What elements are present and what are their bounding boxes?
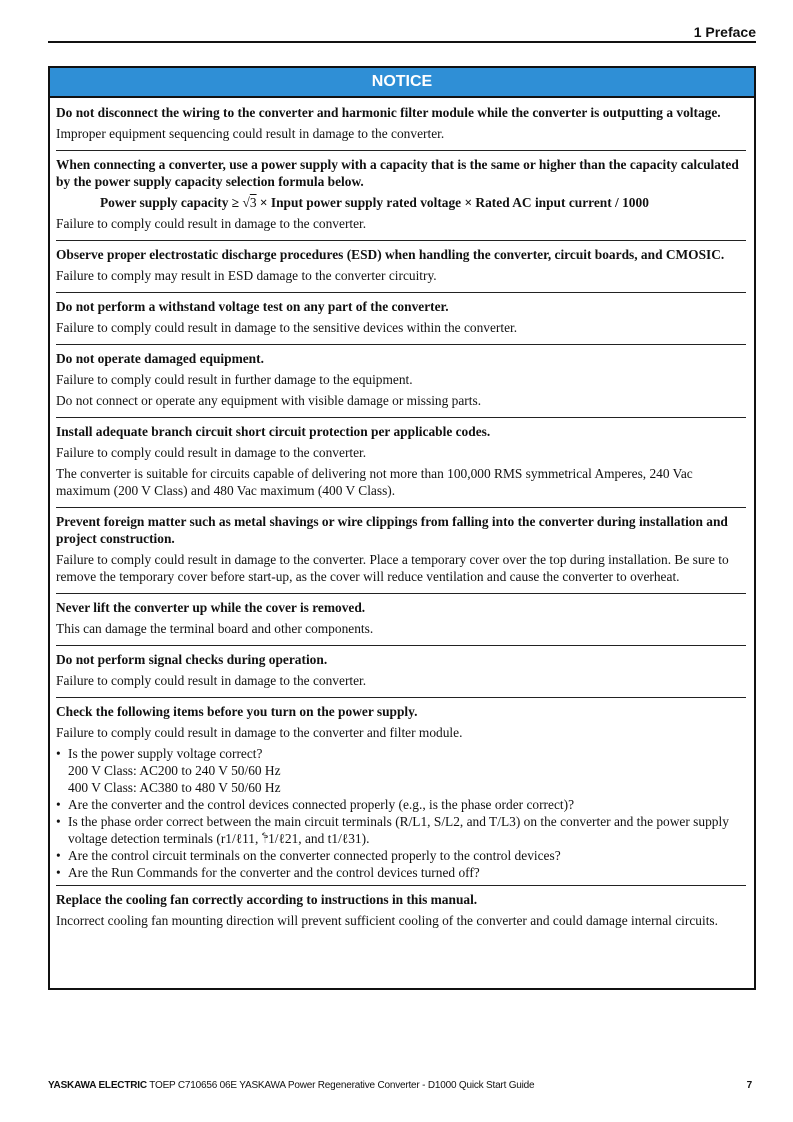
notice-item-title: Install adequate branch circuit short circuit protection per applicable codes.: [56, 424, 491, 439]
formula-root: 3: [249, 195, 257, 210]
checklist-bullet: • Is the power supply voltage correct?: [56, 745, 746, 762]
notice-item-text: Failure to comply could result in damage to the converter.: [56, 216, 367, 231]
notice-item: [56, 104, 746, 151]
page-header: [48, 24, 756, 43]
notice-item-text: Failure to comply could result in damage to the converter.: [56, 673, 367, 688]
formula-left: Power supply capacity ≥ √: [100, 195, 250, 210]
notice-item-text: Do not connect or operate any equipment with visible damage or missing parts.: [56, 393, 482, 408]
notice-item-title: Prevent foreign matter such as metal shavings or wire clippings from falling into the converter during installation and project construction.: [56, 514, 728, 546]
notice-item-text: Failure to comply could result in damage to the converter. Place a temporary cover over the top during installation. Be sure to remove the temporary cover before start-up, as the cover will reduce ventilation and cause the converter to overheat.: [56, 552, 729, 584]
notice-title: NOTICE: [50, 68, 754, 98]
notice-item-text: This can damage the terminal board and other components.: [56, 621, 374, 636]
notice-item-text: Incorrect cooling fan mounting direction will prevent sufficient cooling of the converter and could damage internal circuits.: [56, 913, 718, 928]
notice-item-text: Failure to comply could result in further damage to the equipment.: [56, 372, 413, 387]
notice-item-title: Replace the cooling fan correctly according to instructions in this manual.: [56, 892, 478, 907]
notice-item-title: Never lift the converter up while the cover is removed.: [56, 600, 366, 615]
notice-item: [56, 350, 746, 418]
notice-box: [48, 66, 756, 990]
notice-item-title: Observe proper electrostatic discharge procedures (ESD) when handling the converter, circuit boards, and CMOSIC.: [56, 247, 725, 262]
notice-item: [56, 891, 746, 937]
footer-doc-info: [48, 1079, 534, 1092]
notice-item-title: Do not disconnect the wiring to the converter and harmonic filter module while the converter is outputting a voltage.: [56, 105, 721, 120]
checklist-subitem: 400 V Class: AC380 to 480 V 50/60 Hz: [68, 780, 281, 795]
notice-item-text: Failure to comply could result in damage to the converter and filter module.: [56, 725, 463, 740]
footer-doc-title: TOEP C710656 06E YASKAWA Power Regenerative Converter - D1000 Quick Start Guide: [146, 1080, 535, 1091]
notice-item: [56, 703, 746, 886]
notice-item-text: Improper equipment sequencing could result in damage to the converter.: [56, 126, 445, 141]
notice-item-text: The converter is suitable for circuits capable of delivering not more than 100,000 RMS symmetrical Amperes, 240 Vac maximum (200 V Class) and 480 Vac maximum (400 V Class).: [56, 466, 693, 498]
notice-item: [56, 513, 746, 594]
notice-item-title: Do not perform a withstand voltage test on any part of the converter.: [56, 299, 449, 314]
section-title: 1 Preface: [693, 24, 756, 40]
checklist-bullet: • Are the control circuit terminals on the converter connected properly to the control devices?: [56, 847, 746, 864]
notice-content: [50, 98, 754, 937]
formula-right: × Input power supply rated voltage × Rated AC input current / 1000: [256, 195, 649, 210]
notice-item-title: Do not operate damaged equipment.: [56, 351, 264, 366]
notice-item: [56, 246, 746, 293]
notice-item: [56, 298, 746, 345]
footer-brand: YASKAWA ELECTRIC: [48, 1080, 147, 1091]
notice-item-title: Check the following items before you turn on the power supply.: [56, 704, 418, 719]
page-number: 7: [746, 1080, 752, 1091]
notice-item-text: Failure to comply could result in damage to the converter.: [56, 445, 367, 460]
checklist-subitem: 200 V Class: AC200 to 240 V 50/60 Hz: [68, 763, 281, 778]
notice-item: [56, 599, 746, 646]
notice-item-title: Do not perform signal checks during operation.: [56, 652, 328, 667]
notice-item: [56, 423, 746, 508]
capacity-formula: [56, 194, 746, 211]
checklist-bullet: • Are the converter and the control devices connected properly (e.g., is the phase order correct)?: [56, 796, 746, 813]
notice-item-text: Failure to comply may result in ESD damage to the converter circuitry.: [56, 268, 437, 283]
notice-item-title: When connecting a converter, use a power supply with a capacity that is the same or higher than the capacity calculated by the power supply capacity selection formula below.: [56, 157, 739, 189]
checklist-bullet: • Is the phase order correct between the main circuit terminals (R/L1, S/L2, and T/L3) on the converter and the power supply voltage detection terminals (r1/ℓ11, ෦1/ℓ21, and t1/ℓ31).: [56, 813, 746, 847]
notice-item-text: Failure to comply could result in damage to the sensitive devices within the converter.: [56, 320, 518, 335]
checklist-bullet: • Are the Run Commands for the converter and the control devices turned off?: [56, 864, 746, 881]
notice-item: [56, 651, 746, 698]
notice-item: [56, 156, 746, 241]
